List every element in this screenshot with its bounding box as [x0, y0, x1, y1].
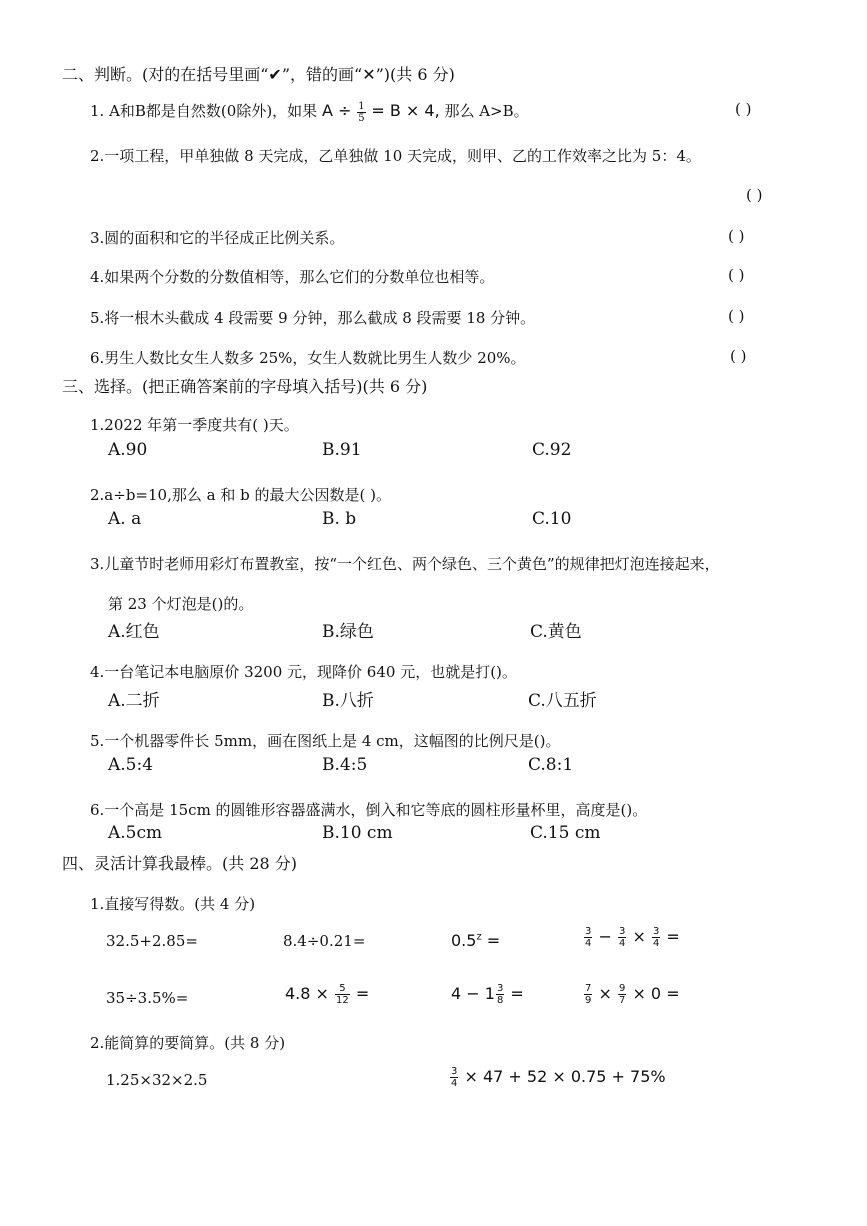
choice-3-option-a[interactable]: A.红色	[108, 622, 160, 642]
judge-item-6: 6.男生人数比女生人数多 25%，女生人数就比男生人数少 20%。	[90, 349, 526, 367]
calc-1-expr-2: 8.4÷0.21=	[283, 932, 366, 950]
choice-2-option-c[interactable]: C.10	[532, 509, 572, 529]
choice-question-6: 6.一个高是 15cm 的圆锥形容器盛满水，倒入和它等底的圆柱形量杯里，高度是()。	[90, 801, 648, 819]
choice-1-option-b[interactable]: B.91	[322, 440, 362, 460]
judge-item-2-answer-box[interactable]: ( )	[746, 186, 763, 204]
judge-item-4: 4.如果两个分数的分数值相等，那么它们的分数单位也相等。	[90, 268, 495, 286]
choice-3-option-b[interactable]: B.绿色	[322, 622, 374, 642]
section-3-heading: 三、选择。(把正确答案前的字母填入括号)(共 6 分)	[62, 377, 428, 396]
choice-4-option-c[interactable]: C.八五折	[528, 691, 597, 711]
choice-question-4: 4.一台笔记本电脑原价 3200 元，现降价 640 元，也就是打()。	[90, 663, 517, 681]
judge-item-1-answer-box[interactable]: ( )	[735, 100, 752, 118]
judge-item-6-answer-box[interactable]: ( )	[730, 347, 747, 365]
section-4-heading: 四、灵活计算我最棒。(共 28 分)	[62, 854, 298, 873]
choice-question-3-continued: 第 23 个灯泡是()的。	[108, 595, 254, 613]
calc-2-expr-2: $\frac{3}{4}$ × 47 + 52 × 0.75 + 75%	[451, 1066, 666, 1089]
choice-question-1: 1.2022 年第一季度共有( )天。	[90, 416, 299, 434]
judge-item-1-text: 1. A和B都是自然数(0除外)，如果	[90, 102, 318, 120]
judge-item-1-tail: 那么 A>B。	[444, 102, 529, 120]
judge-item-1	[90, 100, 529, 124]
calc-1-expr-4: $\frac{3}{4}$ − $\frac{3}{4}$ × $\frac{3}{4}$ =	[585, 926, 680, 949]
choice-1-option-c[interactable]: C.92	[532, 440, 572, 460]
choice-5-option-a[interactable]: A.5:4	[108, 755, 154, 775]
choice-4-option-a[interactable]: A.二折	[108, 691, 160, 711]
judge-item-1-fraction: $\frac{1}{5}$	[358, 100, 365, 124]
calc-1-expr-7: 4 − 1 $\frac{3}{8}$ =	[451, 983, 524, 1006]
calc-1-expr-3: 0.5$^z$ =	[451, 931, 501, 950]
judge-item-3: 3.圆的面积和它的半径成正比例关系。	[90, 229, 345, 247]
calc-part-1-title: 1.直接写得数。(共 4 分)	[90, 895, 256, 913]
choice-question-5: 5.一个机器零件长 5mm，画在图纸上是 4 cm，这幅图的比例尺是()。	[90, 732, 561, 750]
choice-6-option-b[interactable]: B.10 cm	[322, 823, 393, 843]
judge-item-2: 2.一项工程，甲单独做 8 天完成，乙单独做 10 天完成，则甲、乙的工作效率之比为 5：4。	[90, 147, 701, 165]
calc-part-2-title: 2.能简算的要简算。(共 8 分)	[90, 1034, 286, 1052]
choice-6-option-c[interactable]: C.15 cm	[530, 823, 601, 843]
choice-4-option-b[interactable]: B.八折	[322, 691, 374, 711]
choice-question-2: 2.a÷b=10,那么 a 和 b 的最大公因数是( )。	[90, 486, 391, 504]
choice-5-option-c[interactable]: C.8:1	[528, 755, 574, 775]
choice-question-3: 3.儿童节时老师用彩灯布置教室，按“一个红色、两个绿色、三个黄色”的规律把灯泡连接起来，	[90, 555, 720, 573]
section-2-heading: 二、判断。(对的在括号里画“✔”，错的画“✕”)(共 6 分)	[62, 65, 455, 84]
judge-item-3-answer-box[interactable]: ( )	[728, 227, 745, 245]
choice-2-option-a[interactable]: A. a	[108, 509, 142, 529]
choice-2-option-b[interactable]: B. b	[322, 509, 357, 529]
calc-1-expr-6: 4.8 × $\frac{5}{12}$ =	[285, 983, 370, 1006]
choice-1-option-a[interactable]: A.90	[108, 440, 148, 460]
judge-item-4-answer-box[interactable]: ( )	[728, 266, 745, 284]
choice-6-option-a[interactable]: A.5cm	[108, 823, 163, 843]
calc-1-expr-5: 35÷3.5%=	[106, 989, 189, 1007]
judge-item-5: 5.将一根木头截成 4 段需要 9 分钟，那么截成 8 段需要 18 分钟。	[90, 309, 536, 327]
judge-item-1-math-b: = B × 4,	[371, 101, 440, 120]
judge-item-5-answer-box[interactable]: ( )	[728, 307, 745, 325]
calc-1-expr-1: 32.5+2.85=	[106, 932, 198, 950]
choice-3-option-c[interactable]: C.黄色	[530, 622, 582, 642]
calc-2-expr-1: 1.25×32×2.5	[106, 1071, 208, 1089]
calc-1-expr-8: $\frac{7}{9}$ × $\frac{9}{7}$ × 0 =	[585, 983, 680, 1006]
choice-5-option-b[interactable]: B.4:5	[322, 755, 368, 775]
judge-item-1-math-a: A ÷	[321, 101, 352, 120]
